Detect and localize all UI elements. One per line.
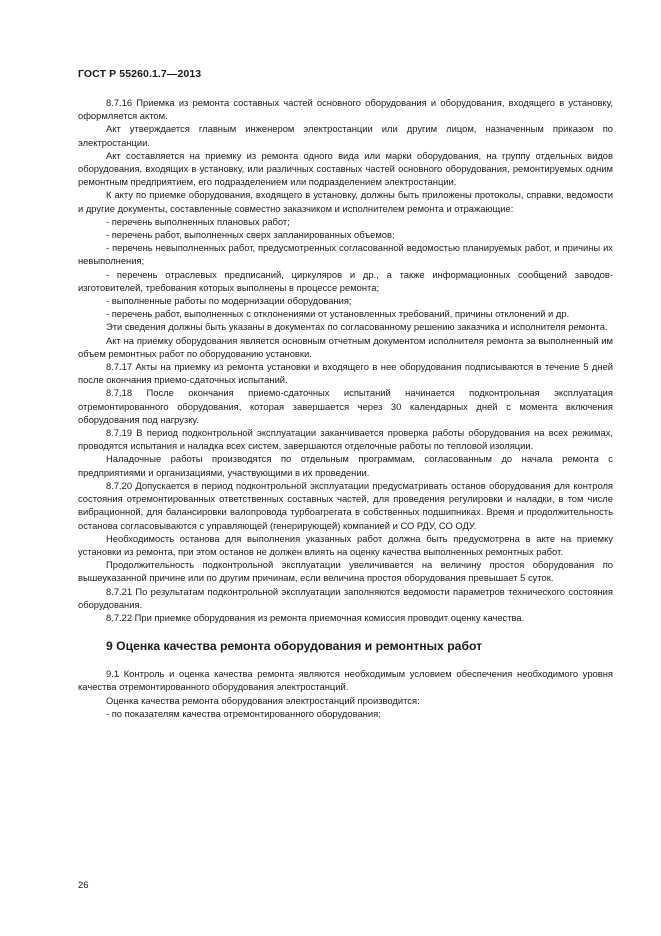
paragraph: Наладочные работы производятся по отдельным программам, согласованным до начала ремонта с предприятиями и организациями, участвующими в их проведении.	[78, 453, 613, 478]
paragraph: 8.7.19 В период подконтрольной эксплуатации заканчивается проверка работы оборудования на всех режимах, проводятся испытания и наладка всех систем, завершаются отделочные работы по тепловой изоляции.	[78, 427, 613, 452]
paragraph: - перечень выполненных плановых работ;	[106, 215, 290, 227]
clause-8-7-text	[78, 96, 613, 624]
document-header: ГОСТ Р 55260.1.7—2013	[78, 68, 202, 80]
paragraph: - перечень невыполненных работ, предусмотренных согласованной ведомостью планируемых работ, и причины их невыполнения;	[78, 242, 613, 267]
paragraph: Эти сведения должны быть указаны в документах по согласованному решению заказчика и исполнителя ремонта.	[106, 321, 608, 333]
document-body	[78, 96, 613, 720]
page-number: 26	[78, 880, 89, 891]
paragraph: Акт утверждается главным инженером электростанции или другим лицом, назначенным приказом по электростанции.	[78, 123, 613, 148]
paragraph: 8.7.22 При приемке оборудования из ремонта приемочная комиссия проводит оценку качества.	[106, 611, 525, 623]
section-9-heading: 9 Оценка качества ремонта оборудования и ремонтных работ	[106, 639, 483, 654]
paragraph: 9.1 Контроль и оценка качества ремонта являются необходимым условием обеспечения необходимого уровня качества отремонтированного оборудования электростанций.	[78, 668, 613, 693]
paragraph: Необходимость останова для выполнения указанных работ должна быть предусмотрена в акте на приемку установки из ремонта, при этом останов не должен влиять на оценку качества выполненных ремонтных работ.	[78, 532, 613, 557]
paragraph: 8.7.21 По результатам подконтрольной эксплуатации заполняются ведомости параметров технического состояния оборудования.	[78, 585, 613, 610]
paragraph: Оценка качества ремонта оборудования электростанций производится:	[106, 694, 420, 706]
paragraph: - перечень работ, выполненных с отклонениями от установленных требований, причины отклонений и др.	[106, 308, 570, 320]
clause-9-text	[78, 667, 613, 720]
paragraph: - по показателям качества отремонтированного оборудования;	[106, 707, 381, 719]
paragraph: - перечень работ, выполненных сверх запланированных объемов;	[106, 229, 395, 241]
paragraph: 8.7.20 Допускается в период подконтрольной эксплуатации предусматривать останов оборудования для контроля состояния отремонтированных ответственных составных частей, для проведения регулировки и наладки, в том числе вибрационной, для балансировки валопровода турбоагрегата в собственных подшипниках. Время и продолжительность останова согласовываются с управляющей (генерирующей) компанией и СО РДУ, СО ОДУ.	[78, 479, 613, 531]
paragraph: Акт составляется на приемку из ремонта одного вида или марки оборудования, на группу отдельных видов оборудования, входящих в установку, или различных составных частей основного оборудования, ремонтируемых одним ремонтным предприятием, его подразделением или подразделением электростанции.	[78, 149, 613, 188]
paragraph: Акт на приемку оборудования является основным отчетным документом исполнителя ремонта за выполненный им объем ремонтных работ по оборудованию установки.	[78, 334, 613, 359]
paragraph: - выполненные работы по модернизации оборудования;	[106, 295, 352, 307]
paragraph: К акту по приемке оборудования, входящего в установку, должны быть приложены протоколы, справки, ведомости и другие документы, составленные совместно заказчиком и исполнителем ремонта и отражающие:	[78, 189, 613, 214]
paragraph: 8.7.18 После окончания приемо-сдаточных испытаний начинается подконтрольная эксплуатация отремонтированного оборудования, которая завершается через 30 календарных дней с момента включения оборудования под нагрузку.	[78, 387, 613, 425]
paragraph: 8.7.17 Акты на приемку из ремонта установки и входящего в нее оборудования подписываются в течение 5 дней после окончания приемо-сдаточных испытаний.	[78, 361, 613, 386]
paragraph: 8.7.16 Приемка из ремонта составных частей основного оборудования и оборудования, входящего в установку, оформляется актом.	[78, 97, 613, 122]
paragraph: - перечень отраслевых предписаний, циркуляров и др., а также информационных сообщений заводов-изготовителей, требования которых выполнены в процессе ремонта;	[78, 268, 613, 293]
paragraph: Продолжительность подконтрольной эксплуатации увеличивается на величину простоя оборудования по вышеуказанной причине или по другим причинам, если величина простоя оборудования превышает 5 суток.	[78, 559, 613, 584]
